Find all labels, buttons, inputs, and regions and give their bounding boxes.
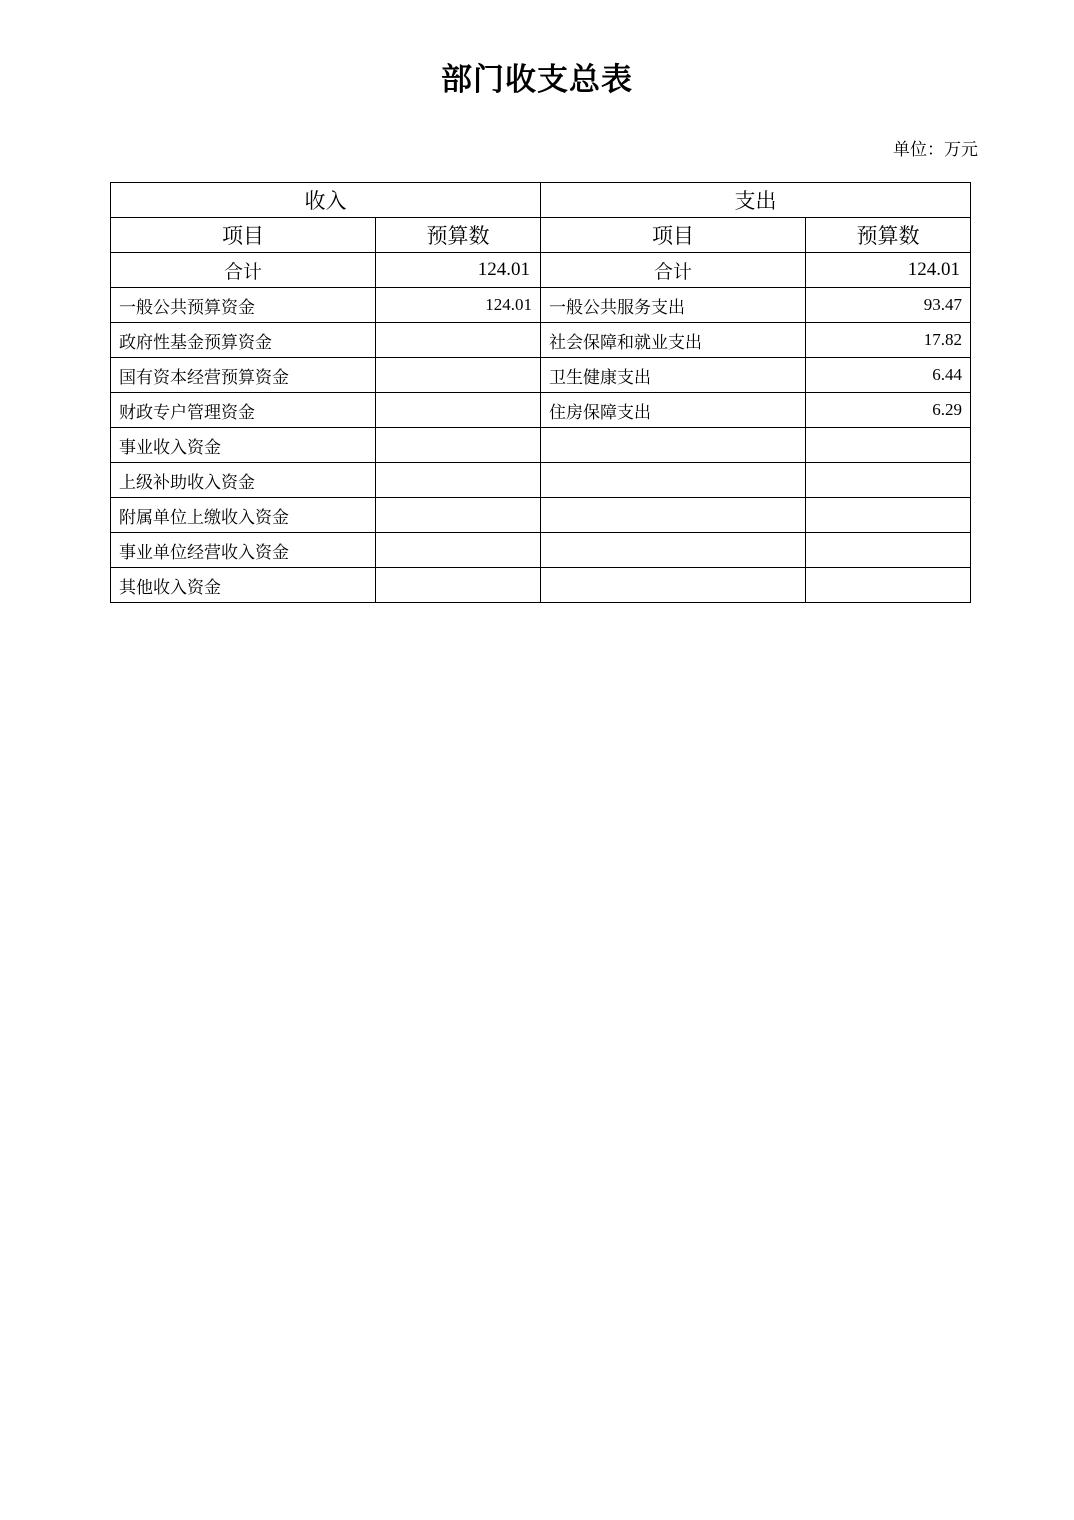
expense-item-value [806,498,971,533]
expense-item-value: 17.82 [806,323,971,358]
total-income-value: 124.01 [376,253,541,288]
income-item-value [376,358,541,393]
column-header-expense-budget: 预算数 [806,218,971,253]
expense-item-value: 6.29 [806,393,971,428]
expense-item-label: 一般公共服务支出 [541,288,806,323]
income-item-label: 其他收入资金 [111,568,376,603]
table-row [111,498,971,533]
group-header-income: 收入 [111,183,541,218]
income-item-label: 上级补助收入资金 [111,463,376,498]
table-row [111,568,971,603]
budget-table [110,182,971,603]
table-group-header-row [111,183,971,218]
table-row [111,533,971,568]
income-item-value [376,568,541,603]
page-title: 部门收支总表 [441,62,633,98]
expense-item-label [541,568,806,603]
table-row [111,393,971,428]
expense-item-value: 6.44 [806,358,971,393]
table-row [111,463,971,498]
expense-item-label [541,428,806,463]
income-item-value [376,428,541,463]
income-item-label: 财政专户管理资金 [111,393,376,428]
income-item-value [376,393,541,428]
expense-item-label: 卫生健康支出 [541,358,806,393]
table-column-header-row [111,218,971,253]
expense-item-label [541,533,806,568]
expense-item-value [806,568,971,603]
table-row [111,358,971,393]
table-row-total [111,253,971,288]
expense-item-label: 住房保障支出 [541,393,806,428]
income-item-value [376,533,541,568]
expense-item-value [806,463,971,498]
income-item-value [376,463,541,498]
table-row [111,323,971,358]
income-item-label: 国有资本经营预算资金 [111,358,376,393]
income-item-value: 124.01 [376,288,541,323]
income-item-label: 政府性基金预算资金 [111,323,376,358]
income-item-label: 附属单位上缴收入资金 [111,498,376,533]
total-expense-value: 124.01 [806,253,971,288]
group-header-expense: 支出 [541,183,971,218]
expense-item-label [541,463,806,498]
expense-item-value [806,428,971,463]
column-header-income-item: 项目 [111,218,376,253]
income-item-value [376,323,541,358]
expense-item-value [806,533,971,568]
expense-item-label: 社会保障和就业支出 [541,323,806,358]
income-item-value [376,498,541,533]
expense-item-value: 93.47 [806,288,971,323]
budget-table-container [0,160,1074,603]
expense-item-label [541,498,806,533]
total-expense-label: 合计 [541,253,806,288]
income-item-label: 事业单位经营收入资金 [111,533,376,568]
column-header-income-budget: 预算数 [376,218,541,253]
table-row [111,288,971,323]
unit-note: 单位：万元 [893,140,978,159]
income-item-label: 事业收入资金 [111,428,376,463]
table-row [111,428,971,463]
total-income-label: 合计 [111,253,376,288]
column-header-expense-item: 项目 [541,218,806,253]
income-item-label: 一般公共预算资金 [111,288,376,323]
